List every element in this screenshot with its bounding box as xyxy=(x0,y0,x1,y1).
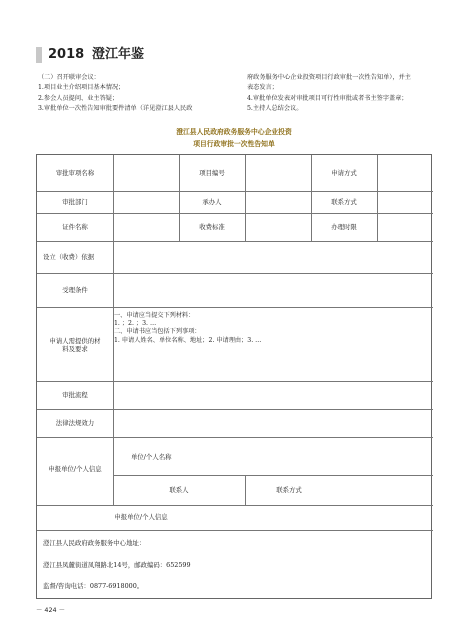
label-applicant-info-2: 申报单位/个人信息 xyxy=(114,513,168,521)
footer-address: 澄江县凤麓街道凤翔路北14号，邮政编码：652599 xyxy=(43,561,191,569)
label-materials: 申请人需提供的材料及要求 xyxy=(49,337,101,353)
intro-line: （二）召开联审会议： xyxy=(38,74,100,81)
intro-left-column xyxy=(38,73,238,115)
intro-line: 表态发言； xyxy=(247,84,278,92)
intro-line: 5.主持人总结会议。 xyxy=(247,105,303,113)
row-divider xyxy=(37,437,433,438)
row-divider xyxy=(37,273,433,274)
intro-line: 2.参会人员提问、业主答疑； xyxy=(38,94,119,102)
col-divider xyxy=(245,155,246,241)
notice-form-table xyxy=(36,154,432,599)
label-applicant-name: 单位/个人名称 xyxy=(131,453,172,461)
header-bar xyxy=(36,47,42,63)
label-handler: 承办人 xyxy=(202,198,222,206)
label-project-no: 项目编号 xyxy=(199,169,225,177)
row-divider xyxy=(37,191,433,192)
requirement-line: 一、申请应当提交下列材料： xyxy=(114,312,195,319)
label-contact-phone: 联系方式 xyxy=(276,486,302,494)
label-conditions: 受理条件 xyxy=(62,286,88,294)
intro-line: 3.审批单位一次性告知审批要件清单（详见澄江县人民政 xyxy=(38,105,193,113)
page-header xyxy=(36,47,176,63)
footer-phone: 监督/咨询电话：0877-6918000。 xyxy=(43,582,144,590)
label-contact-person: 联系人 xyxy=(169,486,189,494)
label-apply-method: 申请方式 xyxy=(331,169,357,177)
row-divider xyxy=(113,475,433,476)
row-divider xyxy=(37,307,433,308)
materials-requirements xyxy=(114,312,261,345)
requirement-line: 1. 申请人姓名、单位名称、地址；2. 申请理由；3. … xyxy=(114,336,262,344)
intro-line: 1.项目业主介绍项目基本情况； xyxy=(38,84,125,92)
requirement-line: 二、申请书应当包括下列事项： xyxy=(114,328,201,336)
row-divider xyxy=(37,241,433,242)
row-divider xyxy=(37,530,433,531)
label-applicant-info: 申报单位/个人信息 xyxy=(48,465,102,473)
label-contact: 联系方式 xyxy=(331,198,357,206)
label-law: 法律法规效力 xyxy=(55,419,95,427)
label-dept: 审批部门 xyxy=(62,198,88,206)
label-basis: 设立（收费）依据 xyxy=(43,253,95,261)
label-process: 审批流程 xyxy=(62,391,88,399)
requirement-line: 1. ；2. ；3. … xyxy=(114,320,157,328)
label-fee: 收费标准 xyxy=(199,223,225,231)
row-divider xyxy=(37,213,433,214)
intro-right-column xyxy=(247,73,447,115)
label-certificate: 证件名称 xyxy=(62,223,88,231)
header-year: 2018 xyxy=(48,47,85,62)
row-divider xyxy=(37,409,433,410)
page-number: － 424 － xyxy=(36,606,66,614)
col-divider xyxy=(113,437,114,505)
intro-line: 府政务服务中心企业投资项目行政审批一次性告知单），并主 xyxy=(247,74,411,81)
intro-line: 4.审批单位发表对审批项目可行性审批或者书主签字盖章； xyxy=(247,94,408,102)
row-divider xyxy=(37,381,433,382)
row-divider xyxy=(37,505,433,506)
label-item-name: 审批审项名称 xyxy=(55,169,95,177)
header-book-title: 澄江年鉴 xyxy=(92,47,145,62)
form-title-line1: 澄江县人民政府政务服务中心企业投资 xyxy=(176,128,292,136)
label-time-limit: 办理时限 xyxy=(331,223,357,231)
footer-address-label: 澄江县人民政府政务服务中心地址： xyxy=(43,539,146,547)
col-divider xyxy=(377,155,378,241)
form-title-line2: 项目行政审批一次性告知单 xyxy=(193,140,275,148)
col-divider xyxy=(113,155,114,437)
